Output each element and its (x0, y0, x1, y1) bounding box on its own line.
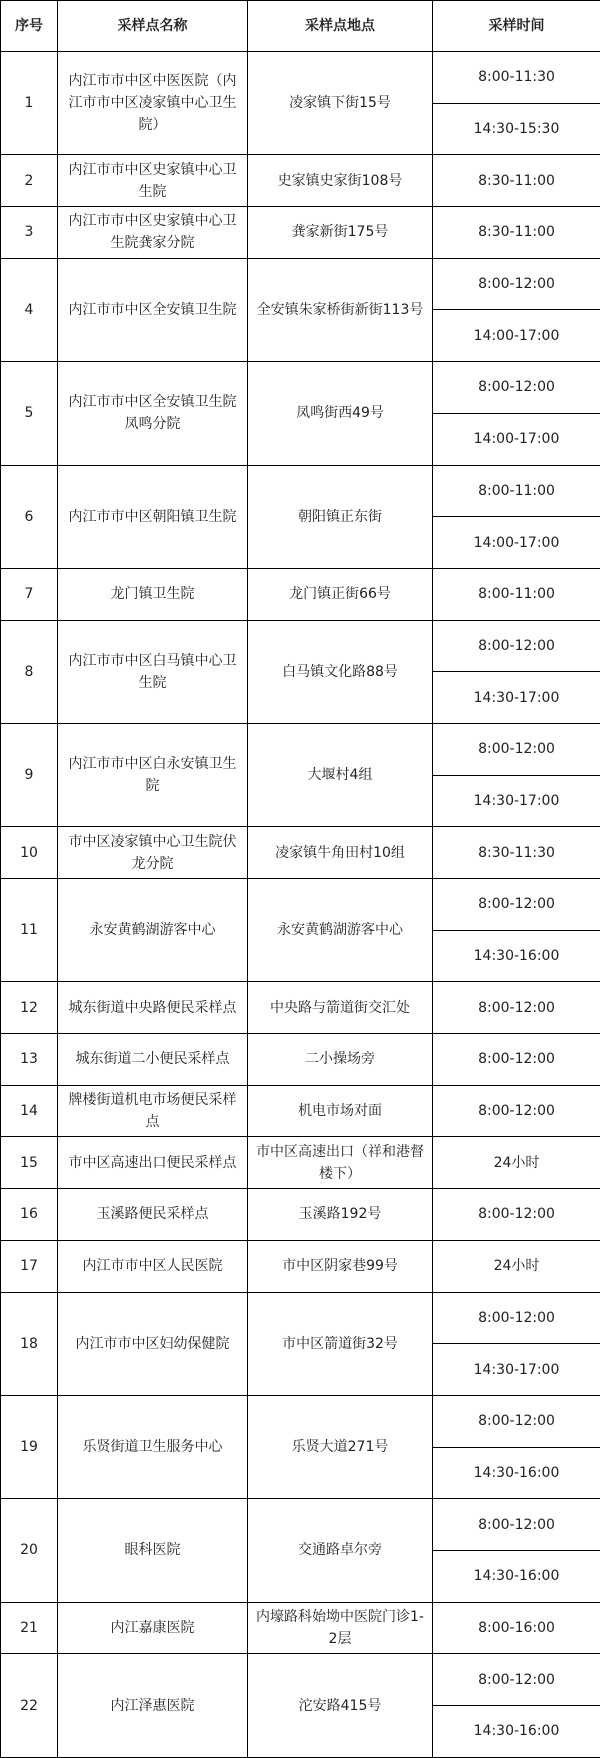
table-row (1, 1085, 600, 1137)
row-number: 15 (1, 1137, 58, 1189)
row-number: 9 (1, 723, 58, 826)
table-row (1, 1240, 600, 1292)
row-number: 16 (1, 1189, 58, 1241)
site-location: 凌家镇下街15号 (248, 52, 433, 155)
site-name: 内江市市中区朝阳镇卫生院 (58, 465, 248, 568)
site-name: 内江市市中区全安镇卫生院凤鸣分院 (58, 362, 248, 465)
table-row (1, 1034, 600, 1086)
sampling-time: 8:00-16:00 (433, 1602, 600, 1654)
table-row (1, 723, 600, 775)
site-location: 凌家镇牛角田村10组 (248, 827, 433, 879)
site-location: 龚家新街175号 (248, 207, 433, 259)
row-number: 18 (1, 1292, 58, 1395)
sampling-time: 24小时 (433, 1240, 600, 1292)
site-location: 市中区高速出口（祥和港督楼下） (248, 1137, 433, 1189)
site-name: 龙门镇卫生院 (58, 568, 248, 620)
table-row (1, 465, 600, 517)
site-name: 内江市市中区白马镇中心卫生院 (58, 620, 248, 723)
header-site-location: 采样点地点 (248, 1, 433, 52)
table-row (1, 52, 600, 104)
site-name: 城东街道二小便民采样点 (58, 1034, 248, 1086)
header-sampling-time: 采样时间 (433, 1, 600, 52)
site-name: 眼科医院 (58, 1499, 248, 1602)
table-row (1, 1602, 600, 1654)
sampling-time: 14:30-15:30 (433, 103, 600, 155)
table-row (1, 362, 600, 414)
site-name: 内江市市中区妇幼保健院 (58, 1292, 248, 1395)
row-number: 20 (1, 1499, 58, 1602)
sampling-time: 8:30-11:00 (433, 207, 600, 259)
site-name: 内江市市中区白永安镇卫生院 (58, 723, 248, 826)
site-location: 交通路卓尔旁 (248, 1499, 433, 1602)
site-location: 史家镇史家街108号 (248, 155, 433, 207)
sampling-time: 8:00-12:00 (433, 1189, 600, 1241)
sampling-time: 8:00-12:00 (433, 1654, 600, 1706)
row-number: 22 (1, 1654, 58, 1757)
sampling-time: 8:00-12:00 (433, 1085, 600, 1137)
table-row (1, 1189, 600, 1241)
row-number: 6 (1, 465, 58, 568)
sampling-time: 8:00-12:00 (433, 620, 600, 672)
sampling-time: 8:30-11:00 (433, 155, 600, 207)
site-name: 市中区高速出口便民采样点 (58, 1137, 248, 1189)
header-site-name: 采样点名称 (58, 1, 248, 52)
row-number: 8 (1, 620, 58, 723)
sampling-time: 14:30-16:00 (433, 1550, 600, 1602)
sampling-time: 8:00-12:00 (433, 723, 600, 775)
sampling-time: 14:00-17:00 (433, 310, 600, 362)
site-name: 内江市市中区史家镇中心卫生院 (58, 155, 248, 207)
site-location: 市中区箭道街32号 (248, 1292, 433, 1395)
row-number: 2 (1, 155, 58, 207)
header-no: 序号 (1, 1, 58, 52)
sampling-time: 8:00-12:00 (433, 1034, 600, 1086)
site-name: 内江市市中区中医医院（内江市市中区凌家镇中心卫生院） (58, 52, 248, 155)
site-location: 乐贤大道271号 (248, 1395, 433, 1498)
sampling-time: 8:00-12:00 (433, 982, 600, 1034)
site-location: 朝阳镇正东街 (248, 465, 433, 568)
table-body (1, 52, 600, 1758)
sampling-time: 14:30-16:00 (433, 930, 600, 982)
table-row (1, 1137, 600, 1189)
sampling-time: 8:00-12:00 (433, 1395, 600, 1447)
site-name: 乐贤街道卫生服务中心 (58, 1395, 248, 1498)
site-location: 大堰村4组 (248, 723, 433, 826)
sampling-time: 8:00-11:00 (433, 568, 600, 620)
site-location: 白马镇文化路88号 (248, 620, 433, 723)
row-number: 12 (1, 982, 58, 1034)
site-location: 沱安路415号 (248, 1654, 433, 1757)
row-number: 14 (1, 1085, 58, 1137)
sampling-time: 8:00-12:00 (433, 1292, 600, 1344)
site-location: 机电市场对面 (248, 1085, 433, 1137)
site-location: 龙门镇正街66号 (248, 568, 433, 620)
table-row (1, 258, 600, 310)
row-number: 3 (1, 207, 58, 259)
table-row (1, 620, 600, 672)
site-location: 市中区阴家巷99号 (248, 1240, 433, 1292)
site-name: 牌楼街道机电市场便民采样点 (58, 1085, 248, 1137)
sampling-time: 14:00-17:00 (433, 517, 600, 569)
site-name: 内江市市中区史家镇中心卫生院龚家分院 (58, 207, 248, 259)
site-location: 二小操场旁 (248, 1034, 433, 1086)
table-row (1, 879, 600, 931)
sampling-time: 8:00-11:00 (433, 465, 600, 517)
table-row (1, 1654, 600, 1706)
table-row (1, 1499, 600, 1551)
row-number: 1 (1, 52, 58, 155)
row-number: 5 (1, 362, 58, 465)
row-number: 19 (1, 1395, 58, 1498)
site-name: 城东街道中央路便民采样点 (58, 982, 248, 1034)
sampling-time: 8:30-11:30 (433, 827, 600, 879)
sampling-time: 8:00-12:00 (433, 879, 600, 931)
site-name: 市中区凌家镇中心卫生院伏龙分院 (58, 827, 248, 879)
table-row (1, 568, 600, 620)
site-name: 永安黄鹤湖游客中心 (58, 879, 248, 982)
site-location: 全安镇朱家桥街新街113号 (248, 258, 433, 361)
row-number: 17 (1, 1240, 58, 1292)
site-name: 内江市市中区人民医院 (58, 1240, 248, 1292)
site-location: 中央路与箭道街交汇处 (248, 982, 433, 1034)
table-row (1, 155, 600, 207)
row-number: 13 (1, 1034, 58, 1086)
table-row (1, 827, 600, 879)
row-number: 11 (1, 879, 58, 982)
table-row (1, 1395, 600, 1447)
sampling-time: 14:30-17:00 (433, 775, 600, 827)
row-number: 10 (1, 827, 58, 879)
site-name: 内江嘉康医院 (58, 1602, 248, 1654)
site-location: 玉溪路192号 (248, 1189, 433, 1241)
sampling-time: 14:30-16:00 (433, 1706, 600, 1758)
site-location: 永安黄鹤湖游客中心 (248, 879, 433, 982)
site-name: 内江市市中区全安镇卫生院 (58, 258, 248, 361)
row-number: 7 (1, 568, 58, 620)
table-row (1, 1292, 600, 1344)
sampling-time: 24小时 (433, 1137, 600, 1189)
sampling-time: 8:00-12:00 (433, 362, 600, 414)
row-number: 21 (1, 1602, 58, 1654)
sampling-time: 8:00-11:30 (433, 52, 600, 104)
site-location: 凤鸣街西49号 (248, 362, 433, 465)
sampling-time: 8:00-12:00 (433, 1499, 600, 1551)
row-number: 4 (1, 258, 58, 361)
sampling-time: 14:30-17:00 (433, 1344, 600, 1396)
table-row (1, 207, 600, 259)
sampling-time: 14:00-17:00 (433, 413, 600, 465)
site-name: 玉溪路便民采样点 (58, 1189, 248, 1241)
sampling-time: 8:00-12:00 (433, 258, 600, 310)
site-name: 内江泽惠医院 (58, 1654, 248, 1757)
sampling-time: 14:30-16:00 (433, 1447, 600, 1499)
header-row (1, 1, 600, 52)
table-row (1, 982, 600, 1034)
sampling-time: 14:30-17:00 (433, 672, 600, 724)
site-location: 内壕路科始坳中医院门诊1-2层 (248, 1602, 433, 1654)
